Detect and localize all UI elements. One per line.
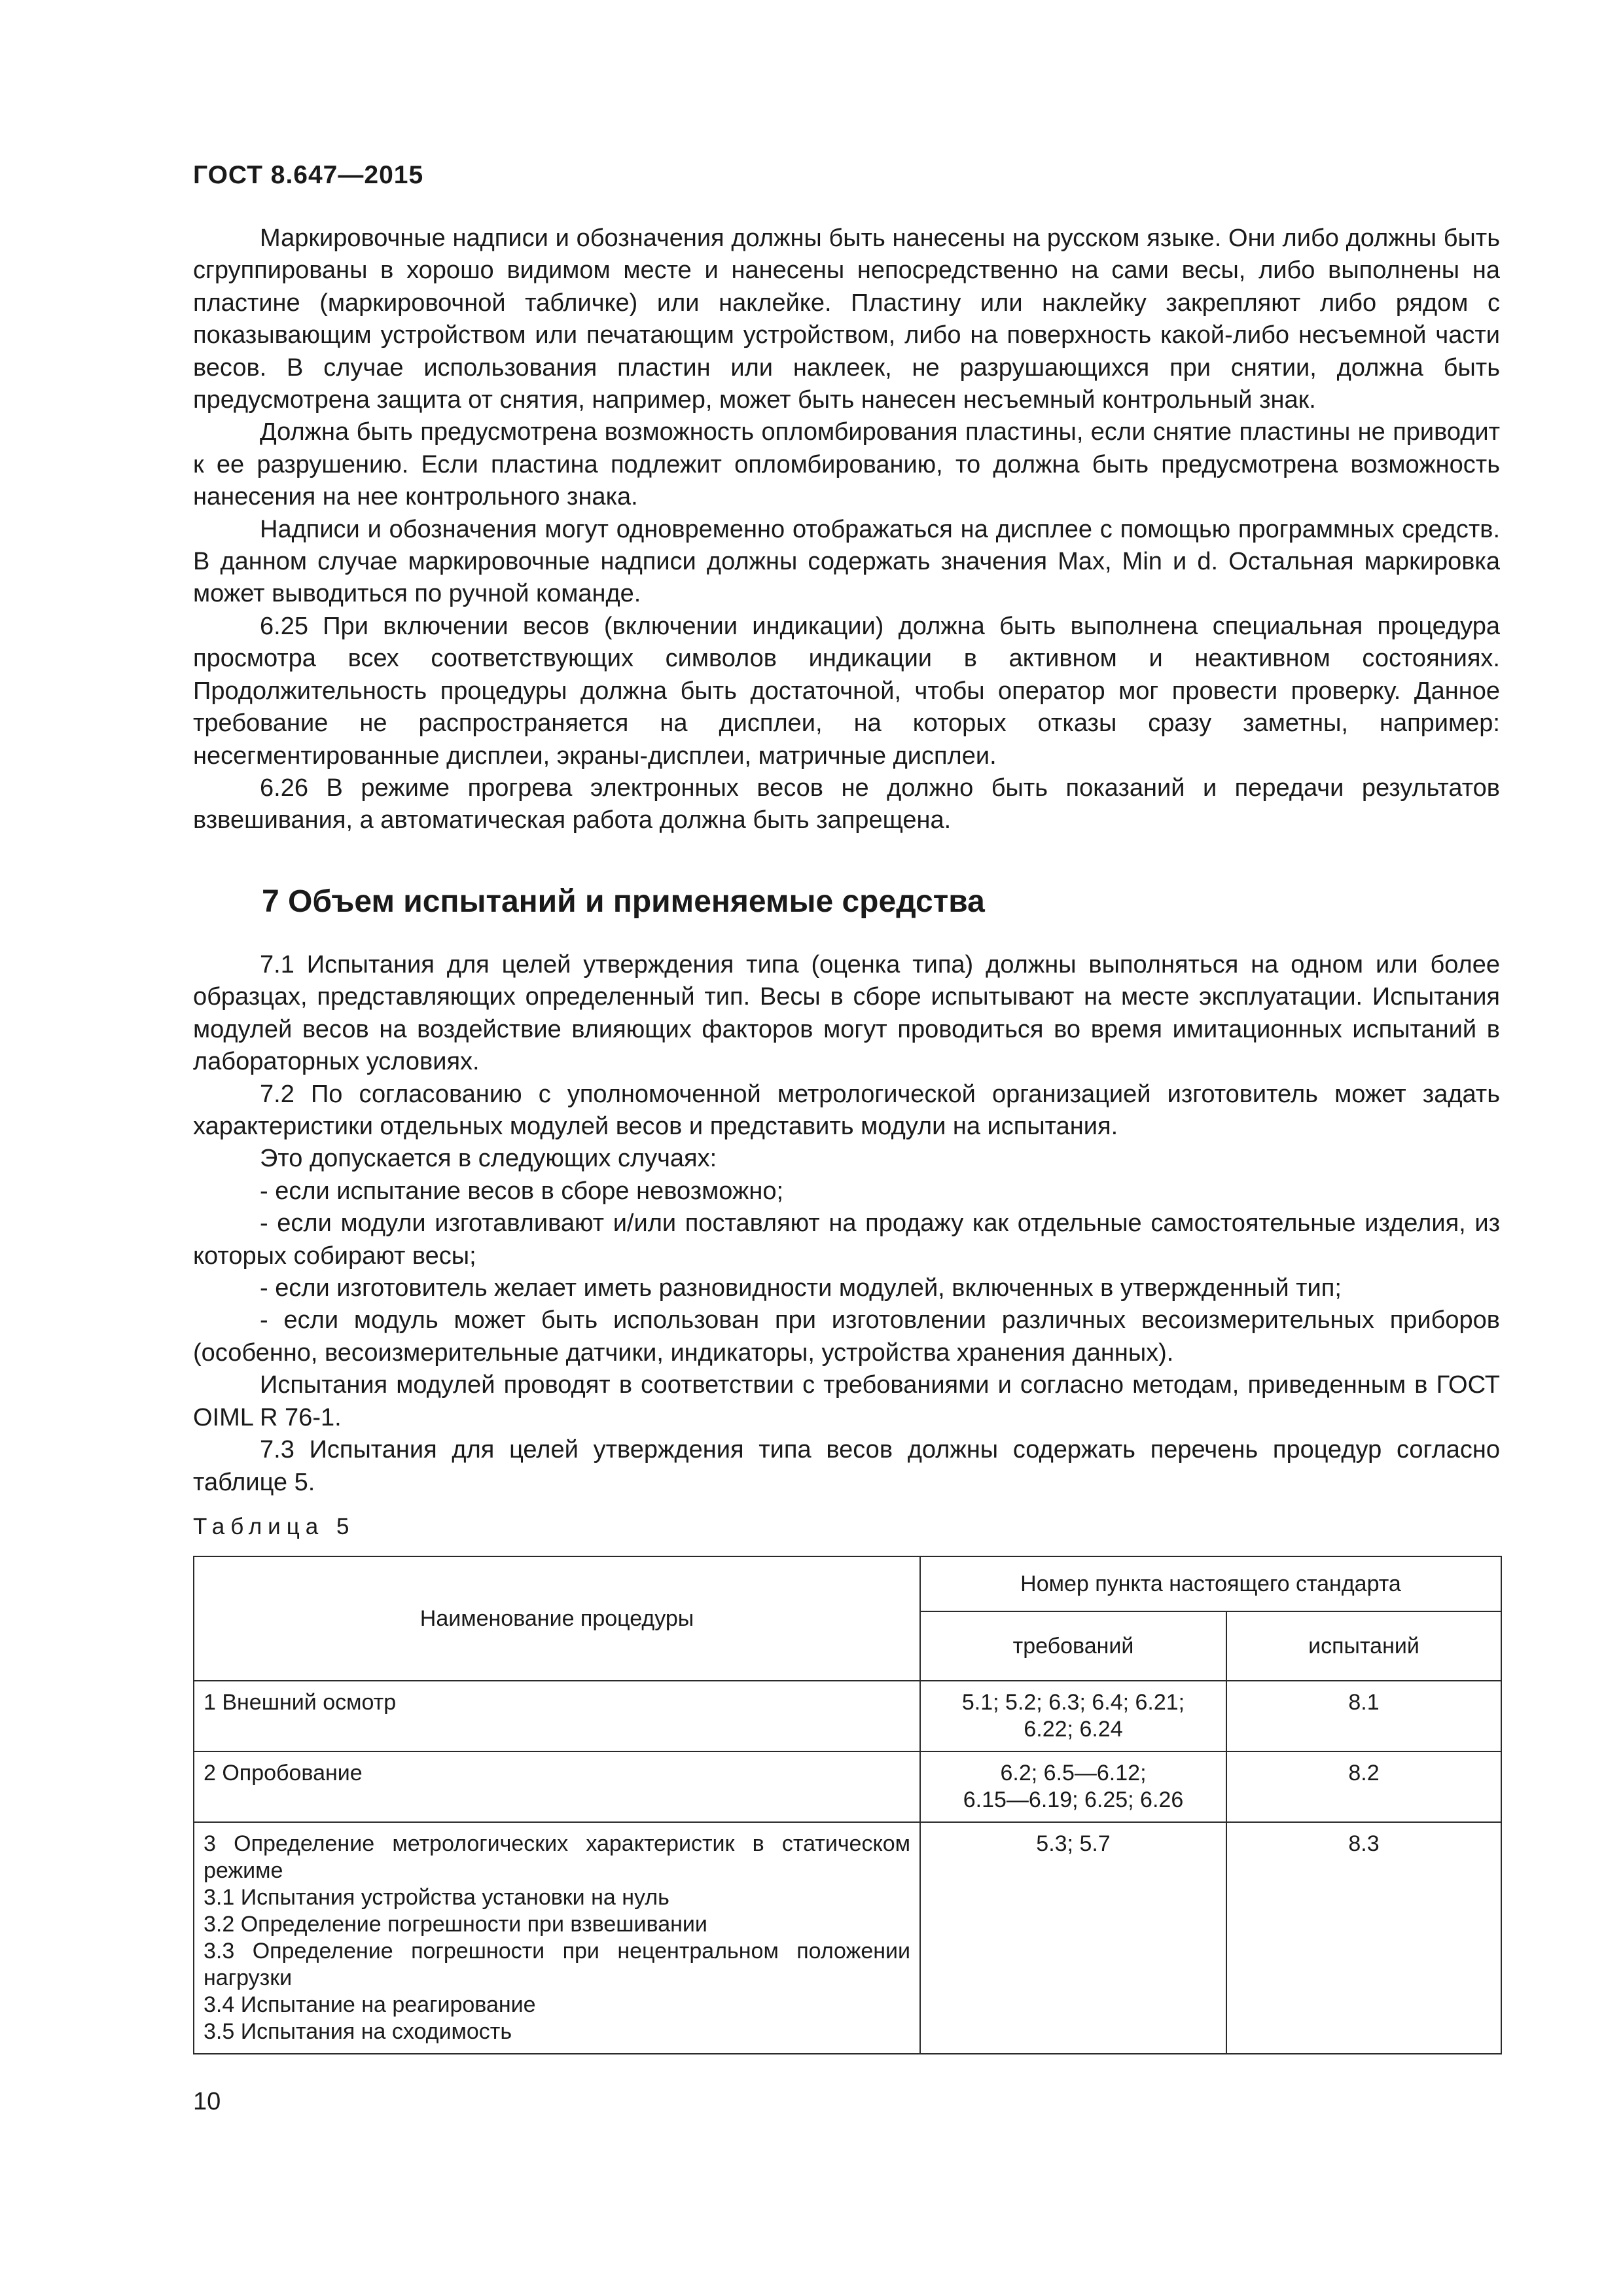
requirements-cell [920, 1681, 1226, 1751]
body-text-top [193, 223, 1500, 837]
requirements-line: 6.22; 6.24 [1024, 1717, 1123, 1742]
requirements-line: 5.3; 5.7 [1036, 1831, 1111, 1856]
list-item: - если испытание весов в сборе невозможно; [260, 1177, 784, 1205]
procedure-name: 3 Определение метрологических характеристик в статическом режиме [204, 1831, 910, 1883]
procedure-subitem: 3.1 Испытания устройства установки на нуль [204, 1885, 669, 1910]
body-text-bottom [193, 949, 1500, 1499]
procedure-name-cell [194, 1822, 920, 2054]
section-title: 7 Объем испытаний и применяемые средства [262, 884, 985, 919]
paragraph: 7.1 Испытания для целей утверждения типа (оценка типа) должны выполняться на одном или более образцах, представляющих определенный тип. Весы в сборе испытывают на месте эксплуатации. Испытания модулей весов на воздействие влияющих факторов могут проводиться во время имитационных испытаний в лабораторных условиях. [193, 951, 1500, 1076]
paragraph: 6.26 В режиме прогрева электронных весов не должно быть показаний и передачи результатов взвешивания, а автоматическая работа должна быть запрещена. [193, 774, 1500, 834]
procedure-name-cell [194, 1681, 920, 1751]
paragraph: 7.2 По согласованию с уполномоченной метрологической организацией изготовитель может задать характеристики отдельных модулей весов и представить модули на испытания. [193, 1080, 1500, 1141]
paragraph: 6.25 При включении весов (включении индикации) должна быть выполнена специальная процедура просмотра всех соответствующих символов индикации в активном и неактивном состояниях. Продолжительность процедуры должна быть достаточной, чтобы оператор мог провести проверку. Данное требование не распространяется на дисплеи, на которых отказы сразу заметны, например: несегментированные дисплеи, экраны-дисплеи, матричные дисплеи. [193, 612, 1500, 770]
procedure-name: 1 Внешний осмотр [204, 1690, 397, 1715]
list-item: - если изготовитель желает иметь разновидности модулей, включенных в утвержденный тип; [260, 1274, 1342, 1302]
procedure-name-cell [194, 1751, 920, 1822]
requirements-line: 5.1; 5.2; 6.3; 6.4; 6.21; [961, 1690, 1185, 1715]
requirements-line: 6.15—6.19; 6.25; 6.26 [963, 1787, 1184, 1812]
requirements-cell [920, 1751, 1226, 1822]
requirements-line: 6.2; 6.5—6.12; [1000, 1761, 1147, 1785]
header-clause-numbers: Номер пункта настоящего стандарта [920, 1556, 1501, 1611]
procedure-subitem: 3.2 Определение погрешности при взвешивании [204, 1912, 707, 1937]
document-header: ГОСТ 8.647—2015 [193, 161, 424, 189]
procedure-name: 2 Опробование [204, 1761, 363, 1785]
table-row [194, 1681, 1501, 1751]
paragraph: Это допускается в следующих случаях: [260, 1145, 717, 1173]
paragraph: Должна быть предусмотрена возможность опломбирования пластины, если снятие пластины не приводит к ее разрушению. Если пластина подлежит опломбированию, то должна быть предусмотрена возможность нанесения на нее контрольного знака. [193, 418, 1500, 511]
paragraph: Маркировочные надписи и обозначения должны быть нанесены на русском языке. Они либо должны быть сгруппированы в хорошо видимом месте и нанесены непосредственно на сами весы, либо выполнены на пластине (маркировочной табличке) или наклейке. Пластину или наклейку закрепляют либо рядом с показывающим устройством или печатающим устройством, либо на поверхность какой-либо несъемной части весов. В случае использования пластин или наклеек, не разрушающихся при снятии, должна быть предусмотрена защита от снятия, например, может быть нанесен несъемный контрольный знак. [193, 224, 1500, 414]
header-requirements: требований [920, 1611, 1226, 1681]
header-procedure-name: Наименование процедуры [194, 1556, 920, 1681]
paragraph: 7.3 Испытания для целей утверждения типа весов должны содержать перечень процедур согласно таблице 5. [193, 1436, 1500, 1496]
tests-cell: 8.2 [1226, 1751, 1501, 1822]
table-row [194, 1822, 1501, 2054]
list-item: - если модули изготавливают и/или поставляют на продажу как отдельные самостоятельные изделия, из которых собирают весы; [193, 1210, 1500, 1270]
tests-cell: 8.1 [1226, 1681, 1501, 1751]
list-item: - если модуль может быть использован при изготовлении различных весоизмерительных приборов (особенно, весоизмерительные датчики, индикаторы, устройства хранения данных). [193, 1306, 1500, 1367]
procedure-subitem: 3.5 Испытания на сходимость [204, 2019, 512, 2044]
procedures-table [193, 1556, 1502, 2054]
table-caption: Таблица 5 [193, 1514, 355, 1539]
table-row [194, 1751, 1501, 1822]
page-number: 10 [193, 2088, 221, 2115]
table-header-row [194, 1556, 1501, 1611]
requirements-cell [920, 1822, 1226, 2054]
tests-cell: 8.3 [1226, 1822, 1501, 2054]
procedure-subitem: 3.3 Определение погрешности при нецентральном положении нагрузки [204, 1939, 910, 1990]
paragraph: Испытания модулей проводят в соответствии с требованиями и согласно методам, приведенным в ГОСТ OIML R 76-1. [193, 1371, 1500, 1431]
header-tests: испытаний [1226, 1611, 1501, 1681]
procedure-subitem: 3.4 Испытание на реагирование [204, 1992, 536, 2017]
paragraph: Надписи и обозначения могут одновременно отображаться на дисплее с помощью программных средств. В данном случае маркировочные надписи должны содержать значения Max, Min и d. Остальная маркировка может выводиться по ручной команде. [193, 515, 1500, 608]
